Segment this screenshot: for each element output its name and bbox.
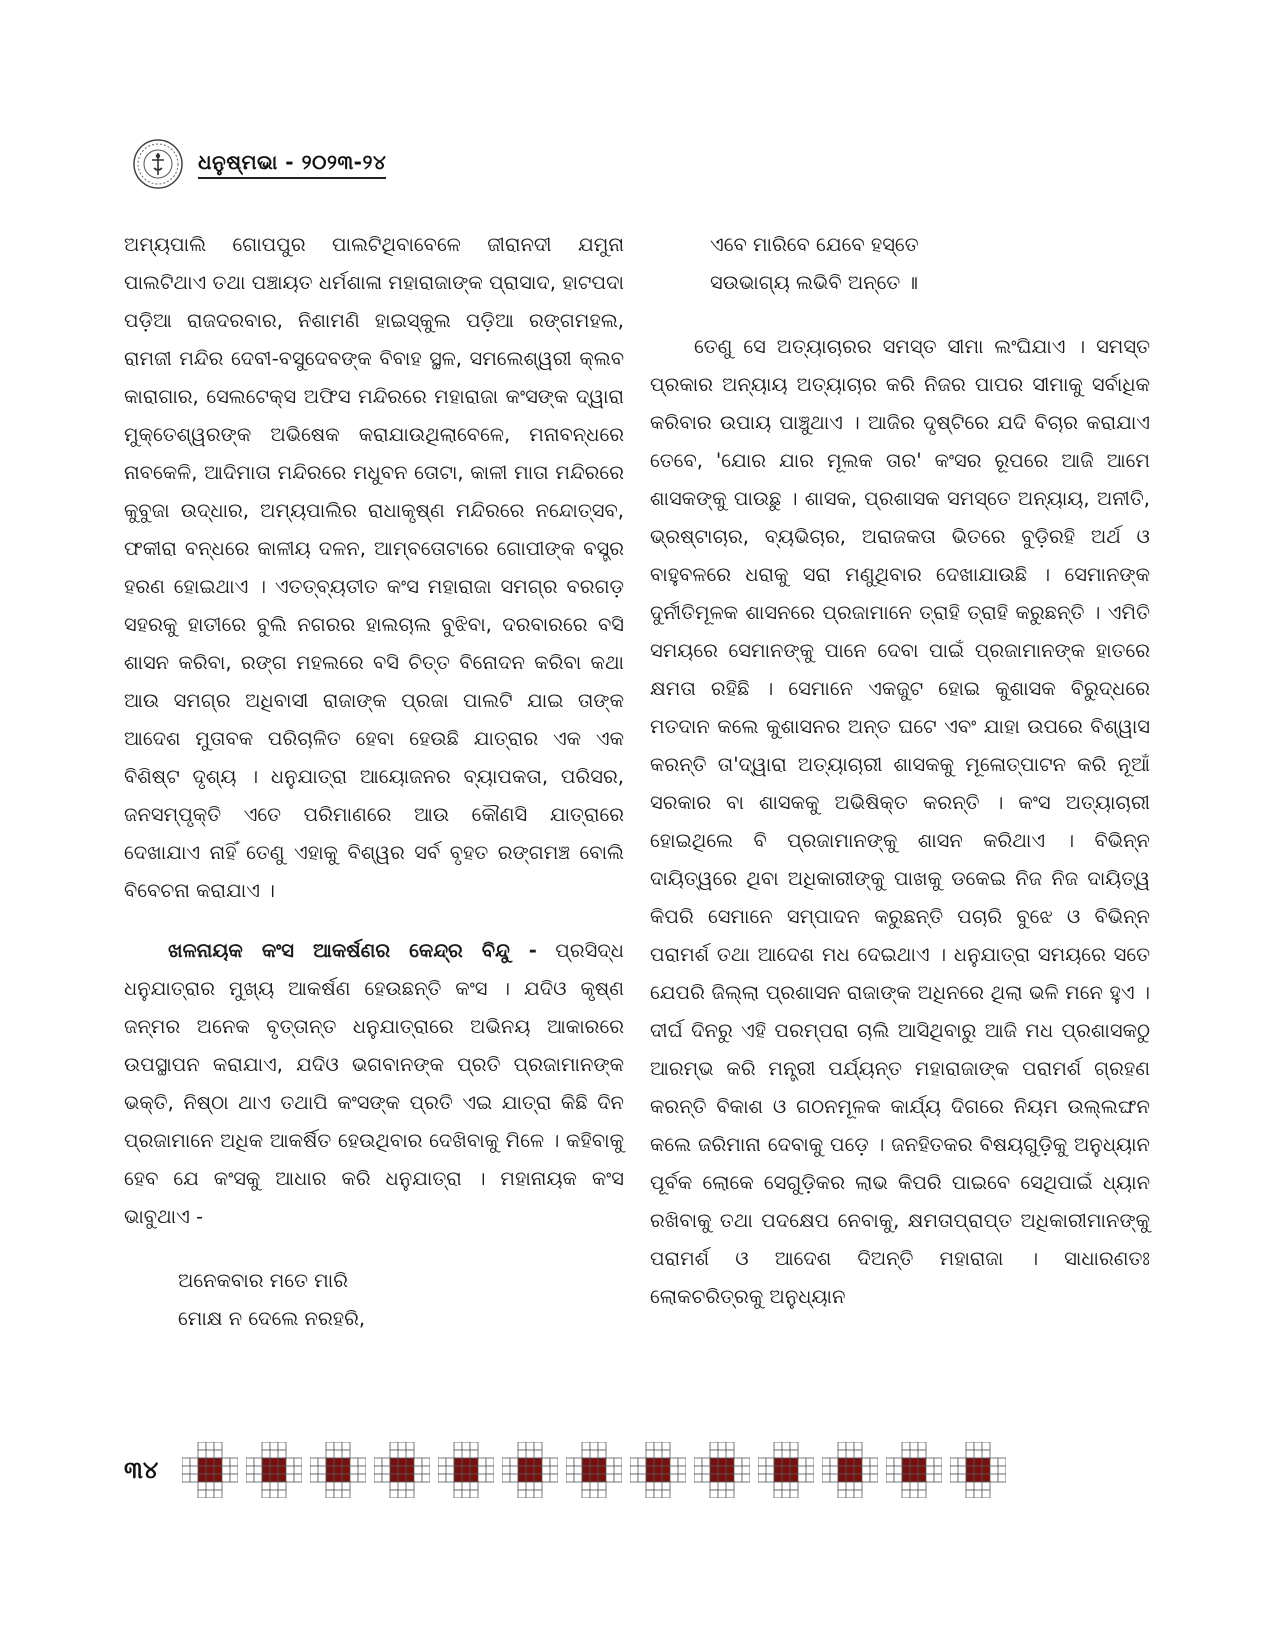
decorative-border-strip xyxy=(182,1442,1006,1498)
cross-stitch-motif-icon xyxy=(502,1442,558,1498)
body-paragraph: ଅମ୍ୟପାଲି ଗୋପପୁର ପାଲଟିଥିବାବେଳେ ଜୀରାନଦୀ ଯମୁନା ପାଲଟିଥାଏ ତଥା ପଞ୍ଚାୟତ ଧର୍ମଶାଳା ମହାରାଜାଙ୍କ ପ୍ରାସାଦ, ହାଟପଦା ପଡ଼ିଆ ରାଜଦରବାର, ନିଶାମଣି ହାଇସ୍କୁଲ ପଡ଼ିଆ ରଙ୍ଗମହଲ, ରାମଜୀ ମନ୍ଦିର ଦେବୀ-ବସୁଦେବଙ୍କ ବିବାହ ସ୍ଥଳ, ସମଲେଶ୍ୱରୀ କ୍ଲବ କାରାଗାର, ସେଲଟେକ୍ସ ଅଫିସ ମନ୍ଦିରରେ ମହାରାଜା କଂସଙ୍କ ଦ୍ୱାରା ମୁକ୍ତେଶ୍ୱରଙ୍କ ଅଭିଷେକ କରାଯାଉଥିଲାବେଳେ, ମନାବନ୍ଧରେ ନାବକେଳି, ଆଦିମାତା ମନ୍ଦିରରେ ମଧୁବନ ତୋଟା, କାଳୀ ମାତା ମନ୍ଦିରରେ କୁବୁଜା ଉଦ୍ଧାର, ଅମ୍ୟପାଲିର ରାଧାକୃଷ୍ଣ ମନ୍ଦିରରେ ନନ୍ଦୋତ୍ସବ, ଫକୀରା ବନ୍ଧରେ କାଳୀୟ ଦଳନ, ଆମ୍ବତୋଟାରେ ଗୋପୀଙ୍କ ବସ୍ତ୍ର ହରଣ ହୋଇଥାଏ । ଏତତ୍‌ବ୍ୟତୀତ କଂସ ମହାରାଜା ସମଗ୍ର ବରଗଡ଼ ସହରକୁ ହାତୀରେ ବୁଲି ନଗରର ହାଲଚାଲ ବୁଝିବା, ଦରବାରରେ ବସି ଶାସନ କରିବା, ରଙ୍ଗ ମହଲରେ ବସି ଚିତ୍ତ ବିନୋଦନ କରିବା କଥା ଆଉ ସମଗ୍ର ଅଧିବାସୀ ରାଜାଙ୍କ ପ୍ରଜା ପାଲଟି ଯାଇ ତାଙ୍କ ଆଦେଶ ମୁତାବକ ପରିଚାଳିତ ହେବା ହେଉଛି ଯାତ୍ରାର ଏକ ଏକ ବିଶିଷ୍ଟ ଦୃଶ୍ୟ । ଧନୁଯାତ୍ରା ଆୟୋଜନର ବ୍ୟାପକତା, ପରିସର, ଜନସମ୍ପୃକ୍ତି ଏତେ ପରିମାଣରେ ଆଉ କୌଣସି ଯାତ୍ରାରେ ଦେଖାଯାଏ ନାହିଁ ତେଣୁ ଏହାକୁ ବିଶ୍ୱର ସର୍ବ ବୃହତ ରଙ୍ଗମଞ୍ଚ ବୋଲି ବିବେଚନା କରାଯାଏ । xyxy=(124,233,624,902)
page-header xyxy=(132,138,386,190)
page-number: ୩୪ xyxy=(124,1456,159,1484)
section-heading: ଖଳନାୟକ କଂସ ଆକର୍ଷଣର କେନ୍ଦ୍ର ବିନ୍ଦୁ - xyxy=(168,939,537,962)
magazine-title: ଧନୁଷ୍ମଭା - ୨୦୨୩-୨୪ xyxy=(198,150,386,179)
section-paragraph xyxy=(124,932,624,1236)
section-body: ପ୍ରସିଦ୍ଧ ଧନୁଯାତ୍ରାର ମୁଖ୍ୟ ଆକର୍ଷଣ ହେଉଛନ୍ତି କଂସ । ଯଦିଓ କୃଷ୍ଣ ଜନ୍ମର ଅନେକ ବୃତ୍ତାନ୍ତ ଧନୁଯାତ୍ରାରେ ଅଭିନୟ ଆକାରରେ ଉପସ୍ଥାପନ କରାଯାଏ, ଯଦିଓ ଭଗବାନଙ୍କ ପ୍ରତି ପ୍ରଜାମାନଙ୍କ ଭକ୍ତି, ନିଷ୍ଠା ଥାଏ ତଥାପି କଂସଙ୍କ ପ୍ରତି ଏଇ ଯାତ୍ରା କିଛି ଦିନ ପ୍ରଜାମାନେ ଅଧିକ ଆକର୍ଷିତ ହେଉଥିବାର ଦେଖିବାକୁ ମିଳେ । କହିବାକୁ ହେବ ଯେ କଂସକୁ ଆଧାର କରି ଧନୁଯାତ୍ରା । ମହାନାୟକ କଂସ ଭାବୁଥାଏ - xyxy=(124,939,624,1228)
body-paragraph: ତେଣୁ ସେ ଅତ୍ୟାଚାରର ସମସ୍ତ ସୀମା ଲଂଘିଯାଏ । ସମସ୍ତ ପ୍ରକାର ଅନ୍ୟାୟ ଅତ୍ୟାଚାର କରି ନିଜର ପାପର ସୀମାକୁ ସର୍ବାଧିକ କରିବାର ଉପାୟ ପାଞ୍ଚୁଥାଏ । ଆଜିର ଦୃଷ୍ଟିରେ ଯଦି ବିଚାର କରାଯାଏ ତେବେ, 'ଯୋର ଯାର ମୂଲକ ତାର' କଂସର ରୂପରେ ଆଜି ଆମେ ଶାସକଙ୍କୁ ପାଉଛୁ । ଶାସକ, ପ୍ରଶାସକ ସମସ୍ତେ ଅନ୍ୟାୟ, ଅନୀତି, ଭ୍ରଷ୍ଟାଚାର, ବ୍ୟଭିଚାର, ଅରାଜକତା ଭିତରେ ବୁଡ଼ିରହି ଅର୍ଥ ଓ ବାହୁବଳରେ ଧରାକୁ ସରା ମଣୁଥିବାର ଦେଖାଯାଉଛି । ସେମାନଙ୍କ ଦୁର୍ନୀତିମୂଳକ ଶାସନରେ ପ୍ରଜାମାନେ ତ୍ରାହି ତ୍ରାହି କରୁଛନ୍ତି । ଏମିତି ସମୟରେ ସେମାନଙ୍କୁ ପାନେ ଦେବା ପାଇଁ ପ୍ରଜାମାନଙ୍କ ହାତରେ କ୍ଷମତା ରହିଛି । ସେମାନେ ଏକଜୁଟ ହୋଇ କୁଶାସକ ବିରୁଦ୍ଧରେ ମତଦାନ କଲେ କୁଶାସନର ଅନ୍ତ ଘଟେ ଏବଂ ଯାହା ଉପରେ ବିଶ୍ୱାସ କରନ୍ତି ତା'ଦ୍ୱାରା ଅତ୍ୟାଚାରୀ ଶାସକକୁ ମୂଳୋତ୍ପାଟନ କରି ନୂଆଁ ସରକାର ବା ଶାସକକୁ ଅଭିଷିକ୍ତ କରନ୍ତି । କଂସ ଅତ୍ୟାଚାରୀ ହୋଇଥିଲେ ବି ପ୍ରଜାମାନଙ୍କୁ ଶାସନ କରିଥାଏ । ବିଭିନ୍ନ ଦାୟିତ୍ୱରେ ଥିବା ଅଧିକାରୀଙ୍କୁ ପାଖକୁ ଡକେଇ ନିଜ ନିଜ ଦାୟିତ୍ୱ କିପରି ସେମାନେ ସମ୍ପାଦନ କରୁଛନ୍ତି ପଚାରି ବୁଝେ ଓ ବିଭିନ୍ନ ପରାମର୍ଶ ତଥା ଆଦେଶ ମଧ ଦେଇଥାଏ । ଧନୁଯାତ୍ରା ସମୟରେ ସତେ ଯେପରି ଜିଲ୍ଲା ପ୍ରଶାସନ ରାଜାଙ୍କ ଅଧିନରେ ଥିଲା ଭଳି ମନେ ହୁଏ । ଦୀର୍ଘ ଦିନରୁ ଏହି ପରମ୍ପରା ଚାଲି ଆସିଥିବାରୁ ଆଜି ମଧ ପ୍ରଶାସକଠୁ ଆରମ୍ଭ କରି ମନ୍ତ୍ରୀ ପର୍ଯ୍ୟନ୍ତ ମହାରାଜାଙ୍କ ପରାମର୍ଶ ଗ୍ରହଣ କରନ୍ତି ବିକାଶ ଓ ଗଠନମୂଳକ କାର୍ଯ୍ୟ ଦିଗରେ ନିୟମ ଉଲ୍ଲଙ୍ଘନ କଲେ ଜରିମାନା ଦେବାକୁ ପଡ଼େ । ଜନହିତକର ବିଷୟଗୁଡ଼ିକୁ ଅନୁଧ୍ୟାନ ପୂର୍ବକ ଲୋକେ ସେଗୁଡ଼ିକର ଲାଭ କିପରି ପାଇବେ ସେଥିପାଇଁ ଧ୍ୟାନ ରଖିବାକୁ ତଥା ପଦକ୍ଷେପ ନେବାକୁ, କ୍ଷମତାପ୍ରାପ୍ତ ଅଧିକାରୀମାନଙ୍କୁ ପରାମର୍ଶ ଓ ଆଦେଶ ଦିଅନ୍ତି ମହାରାଜା । ସାଧାରଣତଃ ଲୋକଚରିତ୍ରକୁ ଅନୁଧ୍ୟାନ xyxy=(650,335,1150,1308)
verse-block xyxy=(178,1262,624,1338)
cross-stitch-motif-icon xyxy=(694,1442,750,1498)
cross-stitch-motif-icon xyxy=(758,1442,814,1498)
verse-line: ମୋକ୍ଷ ନ ଦେଲେ ନରହରି, xyxy=(178,1307,366,1330)
emblem-seal-icon xyxy=(132,138,184,190)
verse-line: ସଉଭାଗ୍ୟ ଲଭିବି ଅନ୍ତେ ॥ xyxy=(710,271,919,294)
cross-stitch-motif-icon xyxy=(438,1442,494,1498)
right-column xyxy=(650,226,1150,1316)
cross-stitch-motif-icon xyxy=(374,1442,430,1498)
left-column xyxy=(124,226,624,1338)
cross-stitch-motif-icon xyxy=(886,1442,942,1498)
cross-stitch-motif-icon xyxy=(630,1442,686,1498)
verse-line: ଏବେ ମାରିବେ ଯେବେ ହସ୍ତେ xyxy=(710,233,919,256)
page-footer xyxy=(124,1442,1006,1498)
verse-block-continued xyxy=(710,226,1150,302)
cross-stitch-motif-icon xyxy=(182,1442,238,1498)
cross-stitch-motif-icon xyxy=(950,1442,1006,1498)
cross-stitch-motif-icon xyxy=(822,1442,878,1498)
cross-stitch-motif-icon xyxy=(566,1442,622,1498)
cross-stitch-motif-icon xyxy=(310,1442,366,1498)
cross-stitch-motif-icon xyxy=(246,1442,302,1498)
verse-line: ଅନେକବାର ମତେ ମାରି xyxy=(178,1269,348,1292)
